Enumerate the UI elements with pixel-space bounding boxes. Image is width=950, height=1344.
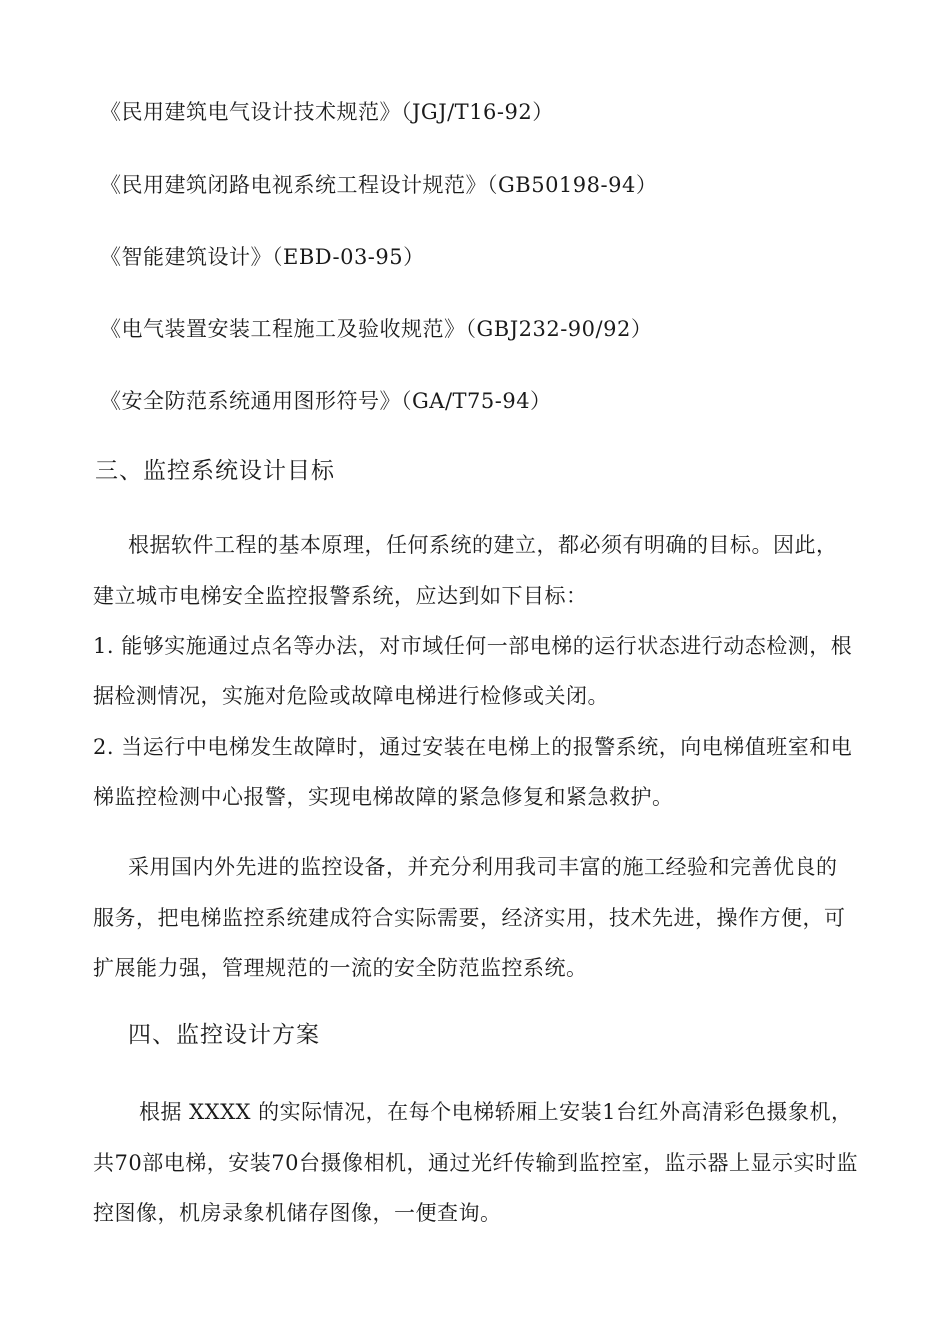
paragraph-line: 采用国内外先进的监控设备，并充分利用我司丰富的施工经验和完善优良的	[128, 855, 838, 879]
list-item-line: 2. 当运行中电梯发生故障时，通过安装在电梯上的报警系统，向电梯值班室和电	[93, 735, 853, 759]
reference-item: 《民用建筑闭路电视系统工程设计规范》（GB50198-94）	[100, 173, 658, 197]
list-item-line: 1. 能够实施通过点名等办法，对市域任何一部电梯的运行状态进行动态检测，根	[93, 634, 853, 658]
paragraph-line: 控图像，机房录象机储存图像，一便查询。	[93, 1201, 502, 1225]
paragraph-line: 根据软件工程的基本原理，任何系统的建立，都必须有明确的目标。因此，	[128, 533, 838, 557]
paragraph-line: 服务，把电梯监控系统建成符合实际需要，经济实用，技术先进，操作方便，可	[93, 906, 846, 930]
paragraph-line: 建立城市电梯安全监控报警系统，应达到如下目标：	[93, 584, 588, 608]
section-heading: 四、监控设计方案	[128, 1022, 320, 1048]
reference-item: 《智能建筑设计》（EBD-03-95）	[100, 245, 425, 269]
reference-item: 《民用建筑电气设计技术规范》（JGJ/T16-92）	[100, 100, 554, 124]
reference-item: 《安全防范系统通用图形符号》（GA/T75-94）	[100, 389, 552, 413]
paragraph-line: 共70部电梯，安装70台摄像相机，通过光纤传输到监控室，监示器上显示实时监	[93, 1151, 858, 1175]
list-item-line: 梯监控检测中心报警，实现电梯故障的紧急修复和紧急救护。	[93, 785, 674, 809]
reference-item: 《电气装置安装工程施工及验收规范》（GBJ232-90/92）	[100, 317, 653, 341]
paragraph-line: 扩展能力强，管理规范的一流的安全防范监控系统。	[93, 956, 588, 980]
list-item-line: 据检测情况，实施对危险或故障电梯进行检修或关闭。	[93, 684, 609, 708]
section-heading: 三、监控系统设计目标	[95, 458, 335, 484]
paragraph-line: 根据 XXXX 的实际情况，在每个电梯轿厢上安装1台红外高清彩色摄象机，	[139, 1100, 853, 1124]
